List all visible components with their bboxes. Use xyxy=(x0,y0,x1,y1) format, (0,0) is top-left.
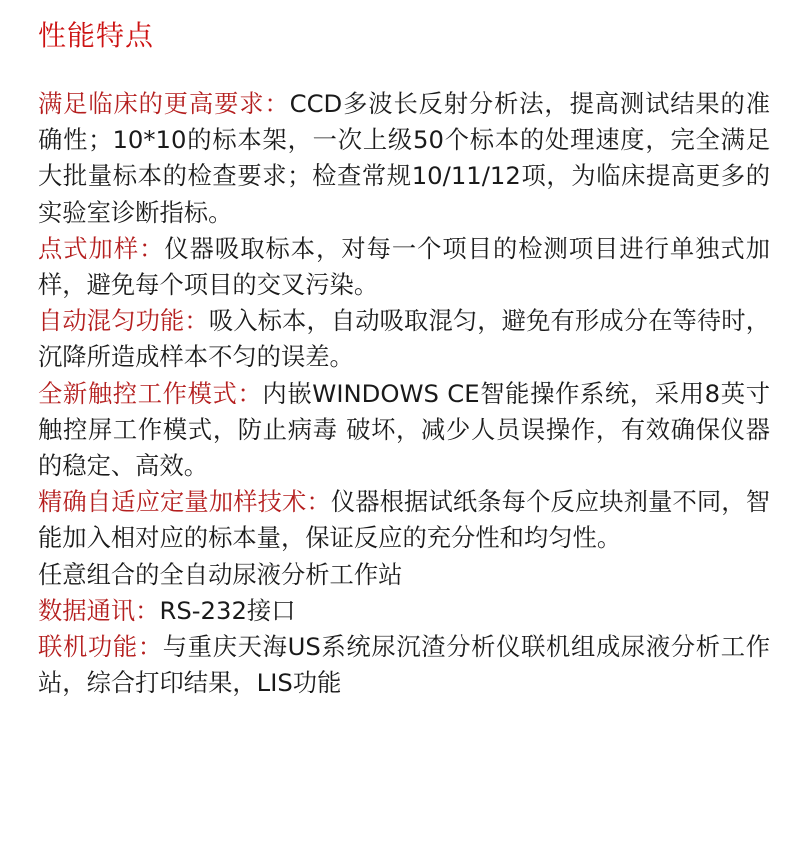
feature-data-communication xyxy=(38,593,770,629)
feature-label: 满足临床的更高要求： xyxy=(38,89,290,118)
feature-label: 精确自适应定量加样技术： xyxy=(38,487,331,517)
feature-text: 仪器吸取标本，对每一个项目的检测项目进行单独式加样，避免每个项目的交叉污染。 xyxy=(38,233,770,300)
feature-label: 自动混匀功能： xyxy=(38,306,209,336)
feature-text: RS-232接口 xyxy=(159,595,296,625)
feature-text: CCD多波长反射分析法，提高测试结果的准确性；10*10的标本架，一次上级50个标本的处理速度，完全满足大批量标本的检查要求；检查常规10/11/12项，为临床提高更多的实验室诊断指标。 xyxy=(38,89,771,227)
feature-text: 吸入标本，自动吸取混匀，避免有形成分在等待时，沉降所造成样本不匀的误差。 xyxy=(38,306,771,372)
feature-label: 点式加样： xyxy=(38,233,165,263)
feature-adaptive-sampling xyxy=(38,484,770,556)
feature-clinical-requirements xyxy=(38,86,770,231)
feature-auto-mixing xyxy=(38,303,770,375)
section-title: 性能特点 xyxy=(38,19,155,52)
feature-label: 数据通讯： xyxy=(38,595,160,625)
feature-text: 任意组合的全自动尿液分析工作站 xyxy=(38,559,403,589)
feature-text: 与重庆天海US系统尿沉渣分析仪联机组成尿液分析工作站，综合打印结果，LIS功能 xyxy=(38,632,770,698)
feature-text: 内嵌WINDOWS CE智能操作系统，采用8英寸触控屏工作模式，防止病毒 破坏，减少人员误操作，有效确保仪器的稳定、高效。 xyxy=(38,378,770,481)
feature-point-sampling xyxy=(38,231,770,303)
feature-label: 联机功能： xyxy=(38,632,163,662)
feature-touch-mode xyxy=(38,376,770,485)
feature-workstation xyxy=(38,557,770,593)
feature-label: 全新触控工作模式： xyxy=(38,378,263,408)
feature-list xyxy=(38,86,770,701)
feature-text: 仪器根据试纸条每个反应块剂量不同，智能加入相对应的标本量，保证反应的充分性和均匀性。 xyxy=(38,487,770,553)
feature-online-function xyxy=(38,629,770,701)
